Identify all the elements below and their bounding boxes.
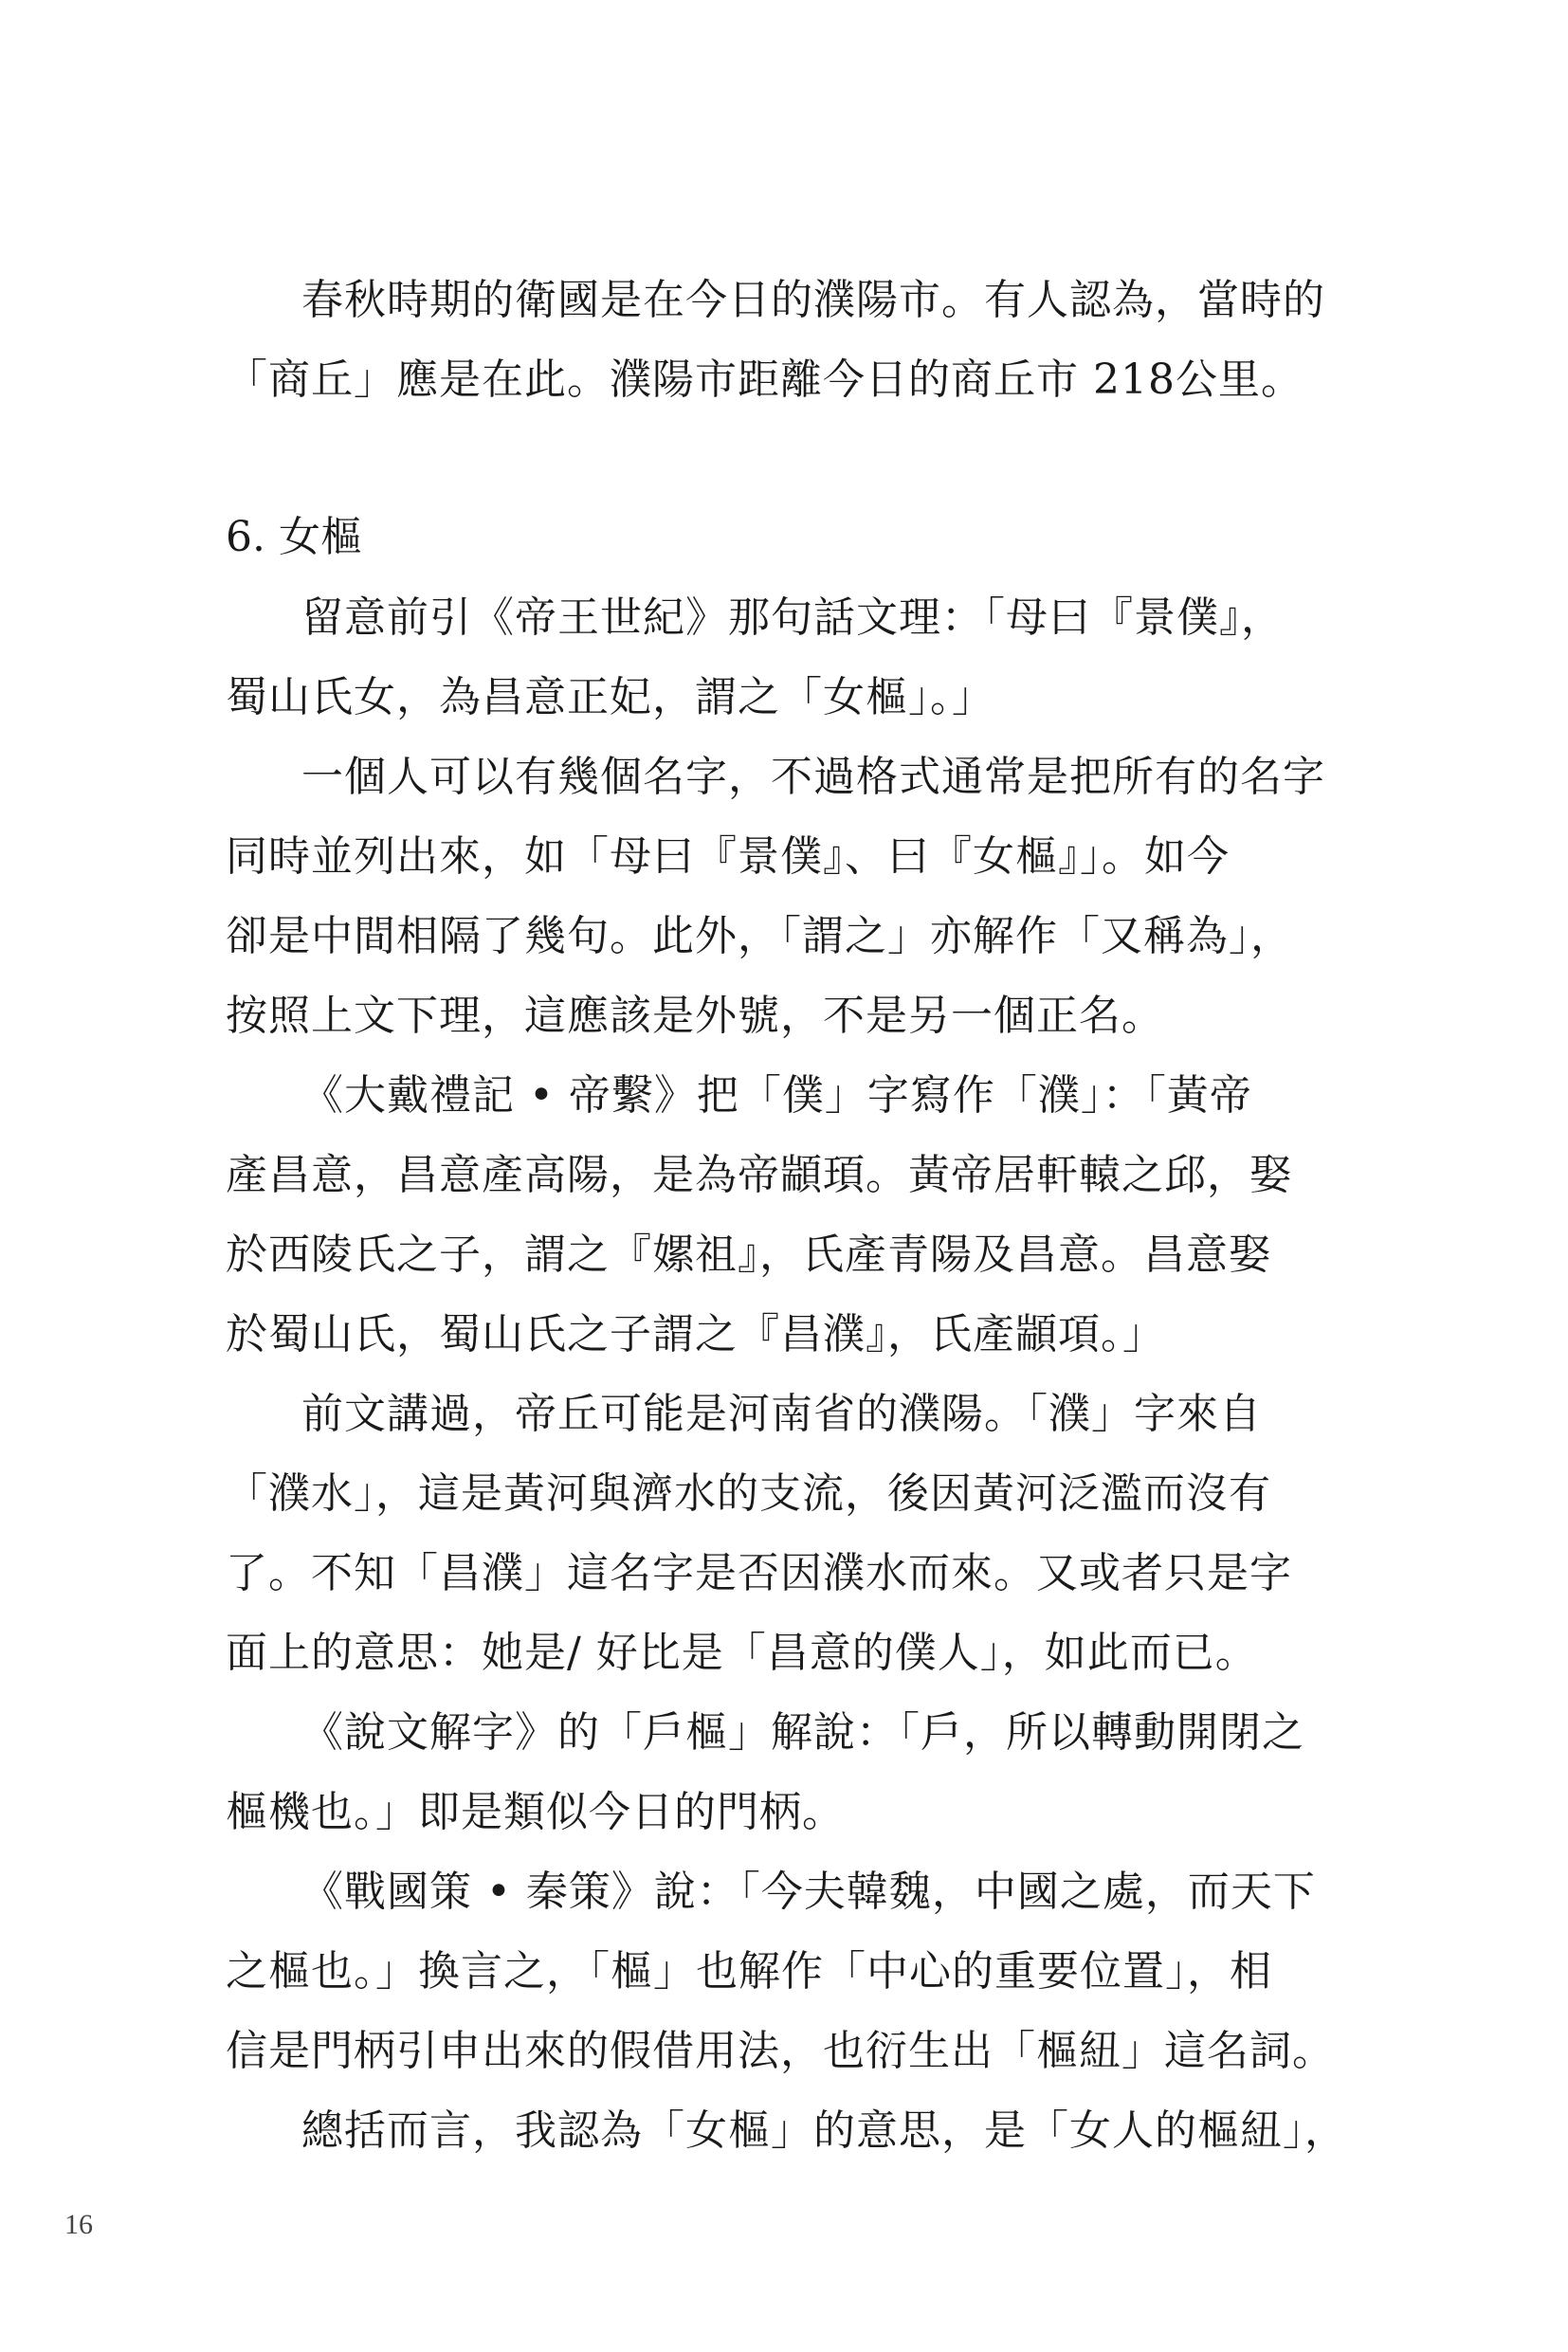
text-line: 蜀山氏女，為昌意正妃，謂之「女樞」。」	[226, 673, 994, 721]
page-number: 16	[64, 2209, 93, 2240]
text-line: 面上的意思：她是/ 好比是「昌意的僕人」，如此而已。	[226, 1629, 1258, 1677]
text-line: 信是門柄引申出來的假借用法，也衍生出「樞紐」這名詞。	[226, 2027, 1335, 2075]
text-line: 「濮水」，這是黃河與濟水的支流，後因黃河泛濫而沒有	[226, 1469, 1271, 1518]
section-body	[226, 593, 1347, 2157]
text-line: 之樞也。」換言之，「樞」也解作「中心的重要位置」，相	[226, 1947, 1272, 1996]
text-line: 春秋時期的衛國是在今日的濮陽市。有人認為，當時的	[301, 276, 1325, 324]
text-line: 了。不知「昌濮」這名字是否因濮水而來。又或者只是字	[226, 1549, 1292, 1597]
paragraph-wei-state	[226, 275, 1344, 406]
section-heading	[226, 512, 1344, 563]
text-line: 一個人可以有幾個名字，不過格式通常是把所有的名字	[301, 753, 1325, 801]
section-title: 6. 女樞	[226, 513, 362, 561]
text-line: 留意前引《帝王世紀》那句話文理：「母曰『景僕』，	[301, 593, 1284, 642]
text-line: 按照上文下理，這應該是外號，不是另一個正名。	[226, 992, 1164, 1040]
text-line: 總括而言，我認為「女樞」的意思，是「女人的樞紐」，	[301, 2106, 1347, 2155]
text-line: 於蜀山氏，蜀山氏之子謂之『昌濮』，氏產顓項。」	[226, 1310, 1165, 1358]
text-line: 卻是中間相隔了幾句。此外，「謂之」亦解作「又稱為」，	[226, 912, 1293, 960]
text-line: 產昌意，昌意產高陽，是為帝顓頊。黃帝居軒轅之邱，娶	[226, 1151, 1292, 1199]
text-line: 《大戴禮記 • 帝繫》把「僕」字寫作「濮」：「黃帝	[301, 1071, 1252, 1120]
text-line: 同時並列出來，如「母曰『景僕』、曰『女樞』」。如今	[226, 832, 1230, 881]
text-line: 《戰國策 • 秦策》說：「今夫韓魏，中國之處，而天下	[301, 1868, 1316, 1916]
text-line: 《說文解字》的「戶樞」解說：「戶，所以轉動開閉之	[301, 1708, 1304, 1757]
text-line: 「商丘」應是在此。濮陽市距離今日的商丘市 218公里。	[226, 356, 1304, 404]
text-line: 樞機也。」即是類似今日的門柄。	[226, 1788, 845, 1836]
text-line: 於西陵氏之子，謂之『嫘祖』，氏產青陽及昌意。昌意娶	[226, 1231, 1271, 1279]
text-line: 前文講過，帝丘可能是河南省的濮陽。「濮」字來自	[301, 1390, 1262, 1438]
